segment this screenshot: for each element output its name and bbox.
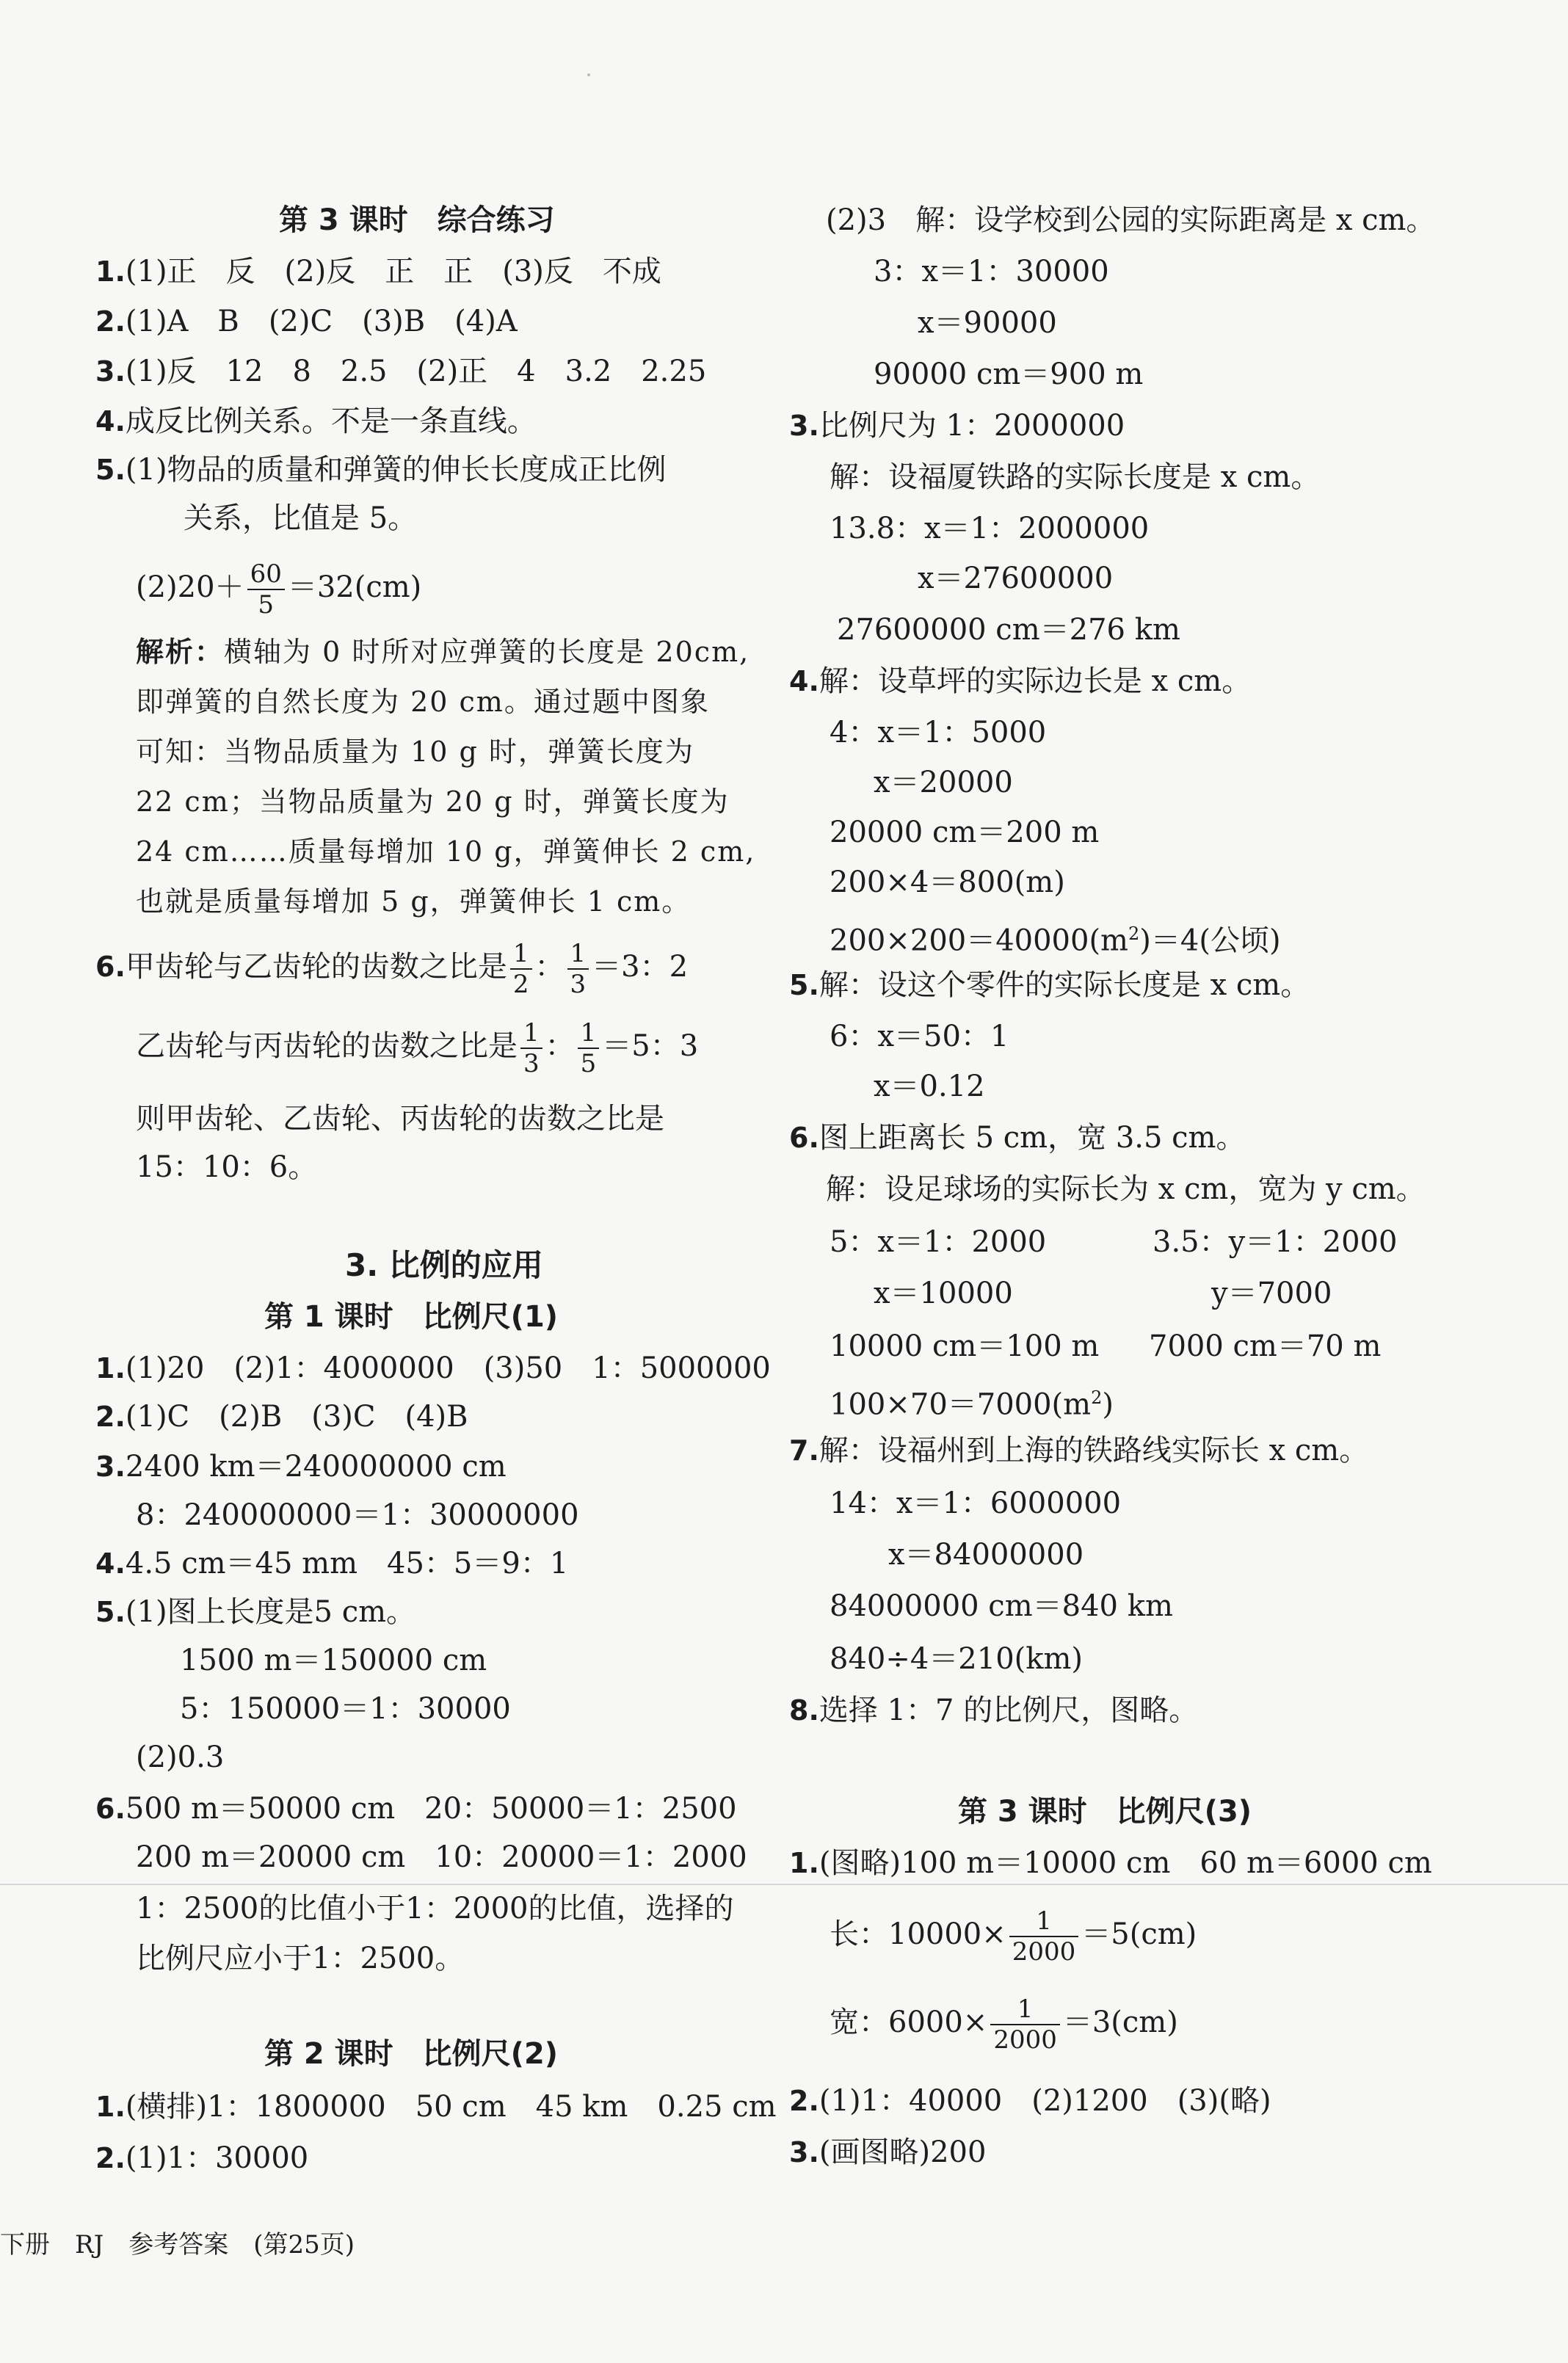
scale-answer-3-cont: 8：240000000＝1：30000000 — [136, 1498, 579, 1532]
scale-answer-5: 5.(1)图上长度是5 cm。 — [95, 1595, 416, 1629]
solution-line: 解：设足球场的实际长为 x cm，宽为 y cm。 — [826, 1172, 1426, 1206]
analysis-line-5: 24 cm……质量每增加 10 g，弹簧伸长 2 cm, — [136, 835, 756, 868]
equation-line: 4：x＝1：5000 — [830, 716, 1047, 749]
equation-line: x＝90000 — [918, 306, 1057, 340]
answer-6-line-2: 乙齿轮与丙齿轮的齿数之比是 $\frac{1}{3}$ ： $\frac{1}{5}$ ＝5：3 — [136, 1018, 699, 1078]
answer-6-line-3: 则甲齿轮、乙齿轮、丙齿轮的齿数之比是 — [136, 1102, 664, 1136]
equation-line: x＝0.12 — [874, 1070, 985, 1103]
equation-line: 84000000 cm＝840 km — [830, 1589, 1173, 1623]
equation-line: 90000 cm＝900 m — [874, 357, 1144, 391]
scale-answer-4: 4.4.5 cm＝45 mm 45：5＝9：1 — [95, 1547, 569, 1580]
scale2-answer-3: 3.比例尺为 1：2000000 — [789, 409, 1125, 443]
equation-line: 3：x＝1：30000 — [874, 255, 1109, 288]
analysis-line-3: 可知：当物品质量为 10 g 时，弹簧长度为 — [136, 736, 694, 768]
scale2-answer-7: 7.解：设福州到上海的铁路线实际长 x cm。 — [789, 1434, 1369, 1467]
equation-line: y＝7000 — [1211, 1277, 1332, 1310]
equation-line: 10000 cm＝100 m — [830, 1329, 1100, 1363]
scale2-answer-2: 2.(1)1：30000 — [95, 2141, 309, 2175]
fold-line — [0, 1884, 1568, 1885]
scale2-answer-1: 1.(横排)1：1800000 50 cm 45 km 0.25 cm — [95, 2090, 777, 2124]
scale2-answer-6: 6.图上距离长 5 cm，宽 3.5 cm。 — [789, 1121, 1246, 1155]
equation-line: 20000 cm＝200 m — [830, 816, 1100, 849]
scale-answer-6-line-2: 200 m＝20000 cm 10：20000＝1：2000 — [136, 1840, 747, 1874]
scale2-answer-8: 8.选择 1：7 的比例尺，图略。 — [789, 1694, 1199, 1727]
answer-2: 2.(1)A B (2)C (3)B (4)A — [95, 305, 518, 338]
scale3-answer-1: 1.(图略)100 m＝10000 cm 60 m＝6000 cm — [789, 1846, 1432, 1880]
equation-line: 200×4＝800(m) — [830, 865, 1065, 899]
scale3-answer-3: 3.(画图略)200 — [789, 2135, 987, 2169]
answer-5: 5.(1)物品的质量和弹簧的伸长长度成正比例 — [95, 453, 667, 487]
length-calc: 长：10000× $\frac{1}{2000}$ ＝5(cm) — [830, 1906, 1197, 1967]
solution-line: 解：设福厦铁路的实际长度是 x cm。 — [830, 460, 1321, 494]
equation-line: $100\times 70=7000(m^2)$ — [830, 1387, 1114, 1422]
equation-line: 27600000 cm＝276 km — [837, 613, 1180, 647]
equation-line: x＝20000 — [874, 766, 1013, 799]
equation-line: 13.8：x＝1：2000000 — [830, 512, 1150, 545]
scale2-answer-2-part2: (2)3 解：设学校到公园的实际距离是 x cm。 — [826, 203, 1436, 237]
scale2-answer-5: 5.解：设这个零件的实际长度是 x cm。 — [789, 968, 1310, 1002]
equation-line: 14：x＝1：6000000 — [830, 1487, 1122, 1520]
lesson-heading: 第 3 课时 综合练习 — [279, 203, 555, 237]
scale-answer-1: 1.(1)20 (2)1：4000000 (3)50 1：5000000 — [95, 1351, 771, 1385]
scale-answer-5-line-3: 5：150000＝1：30000 — [180, 1692, 511, 1726]
answer-4: 4.成反比例关系。不是一条直线。 — [95, 404, 537, 438]
equation-line: 840÷4＝210(km) — [830, 1642, 1084, 1676]
answer-1: 1.(1)正 反 (2)反 正 正 (3)反 不成 — [95, 255, 661, 288]
analysis-line-1: 解析：横轴为 0 时所对应弹簧的长度是 20cm, — [136, 636, 750, 668]
scale2-answer-4: 4.解：设草坪的实际边长是 x cm。 — [789, 664, 1252, 698]
scale-answer-5-line-2: 1500 m＝150000 cm — [180, 1644, 487, 1677]
equation-line: x＝10000 — [874, 1277, 1013, 1310]
lesson-heading: 第 1 课时 比例尺(1) — [264, 1300, 559, 1334]
equation-line: 7000 cm＝70 m — [1149, 1329, 1382, 1363]
equation-line: 3.5：y＝1：2000 — [1153, 1225, 1398, 1259]
analysis-line-2: 即弹簧的自然长度为 20 cm。通过题中图象 — [136, 686, 710, 718]
answer-5-part2: (2)20＋ $\frac{60}{5}$ ＝32(cm) — [136, 559, 422, 620]
scan-speck — [587, 73, 590, 76]
analysis-line-4: 22 cm；当物品质量为 20 g 时，弹簧长度为 — [136, 785, 730, 818]
scale-answer-6-line-4: 比例尺应小于1：2500。 — [136, 1942, 465, 1975]
equation-line: $200\times 200=40000(m^2)=4$(公顷) — [830, 923, 1281, 958]
answer-6-line-4: 15：10：6。 — [136, 1150, 318, 1184]
answer-3: 3.(1)反 12 8 2.5 (2)正 4 3.2 2.25 — [95, 355, 707, 388]
equation-line: 6：x＝50：1 — [830, 1020, 1009, 1053]
equation-line: x＝84000000 — [888, 1538, 1084, 1572]
scale-answer-3: 3.2400 km＝240000000 cm — [95, 1450, 507, 1484]
section-heading: 3. 比例的应用 — [345, 1247, 543, 1283]
scale-answer-2: 2.(1)C (2)B (3)C (4)B — [95, 1400, 468, 1434]
scale-answer-6: 6.500 m＝50000 cm 20：50000＝1：2500 — [95, 1792, 737, 1826]
lesson-heading: 第 2 课时 比例尺(2) — [264, 2037, 559, 2071]
equation-line: 5：x＝1：2000 — [830, 1225, 1047, 1259]
equation-line: x＝27600000 — [918, 562, 1114, 595]
lesson-heading: 第 3 课时 比例尺(3) — [958, 1795, 1252, 1829]
width-calc: 宽：6000× $\frac{1}{2000}$ ＝3(cm) — [830, 1994, 1178, 2055]
page-footer: 下册 RJ 参考答案 (第25页) — [0, 2230, 355, 2259]
scale-answer-6-line-3: 1：2500的比值小于1：2000的比值，选择的 — [136, 1892, 734, 1925]
scale-answer-5-part2: (2)0.3 — [136, 1741, 225, 1774]
answer-5-cont: 关系，比值是 5。 — [184, 501, 418, 535]
scale3-answer-2: 2.(1)1：40000 (2)1200 (3)(略) — [789, 2084, 1271, 2118]
answer-6-line-1: 6.甲齿轮与乙齿轮的齿数之比是 $\frac{1}{2}$ ： $\frac{1}{3}$ ＝3：2 — [95, 939, 689, 999]
analysis-line-6: 也就是质量每增加 5 g，弹簧伸长 1 cm。 — [136, 885, 692, 918]
